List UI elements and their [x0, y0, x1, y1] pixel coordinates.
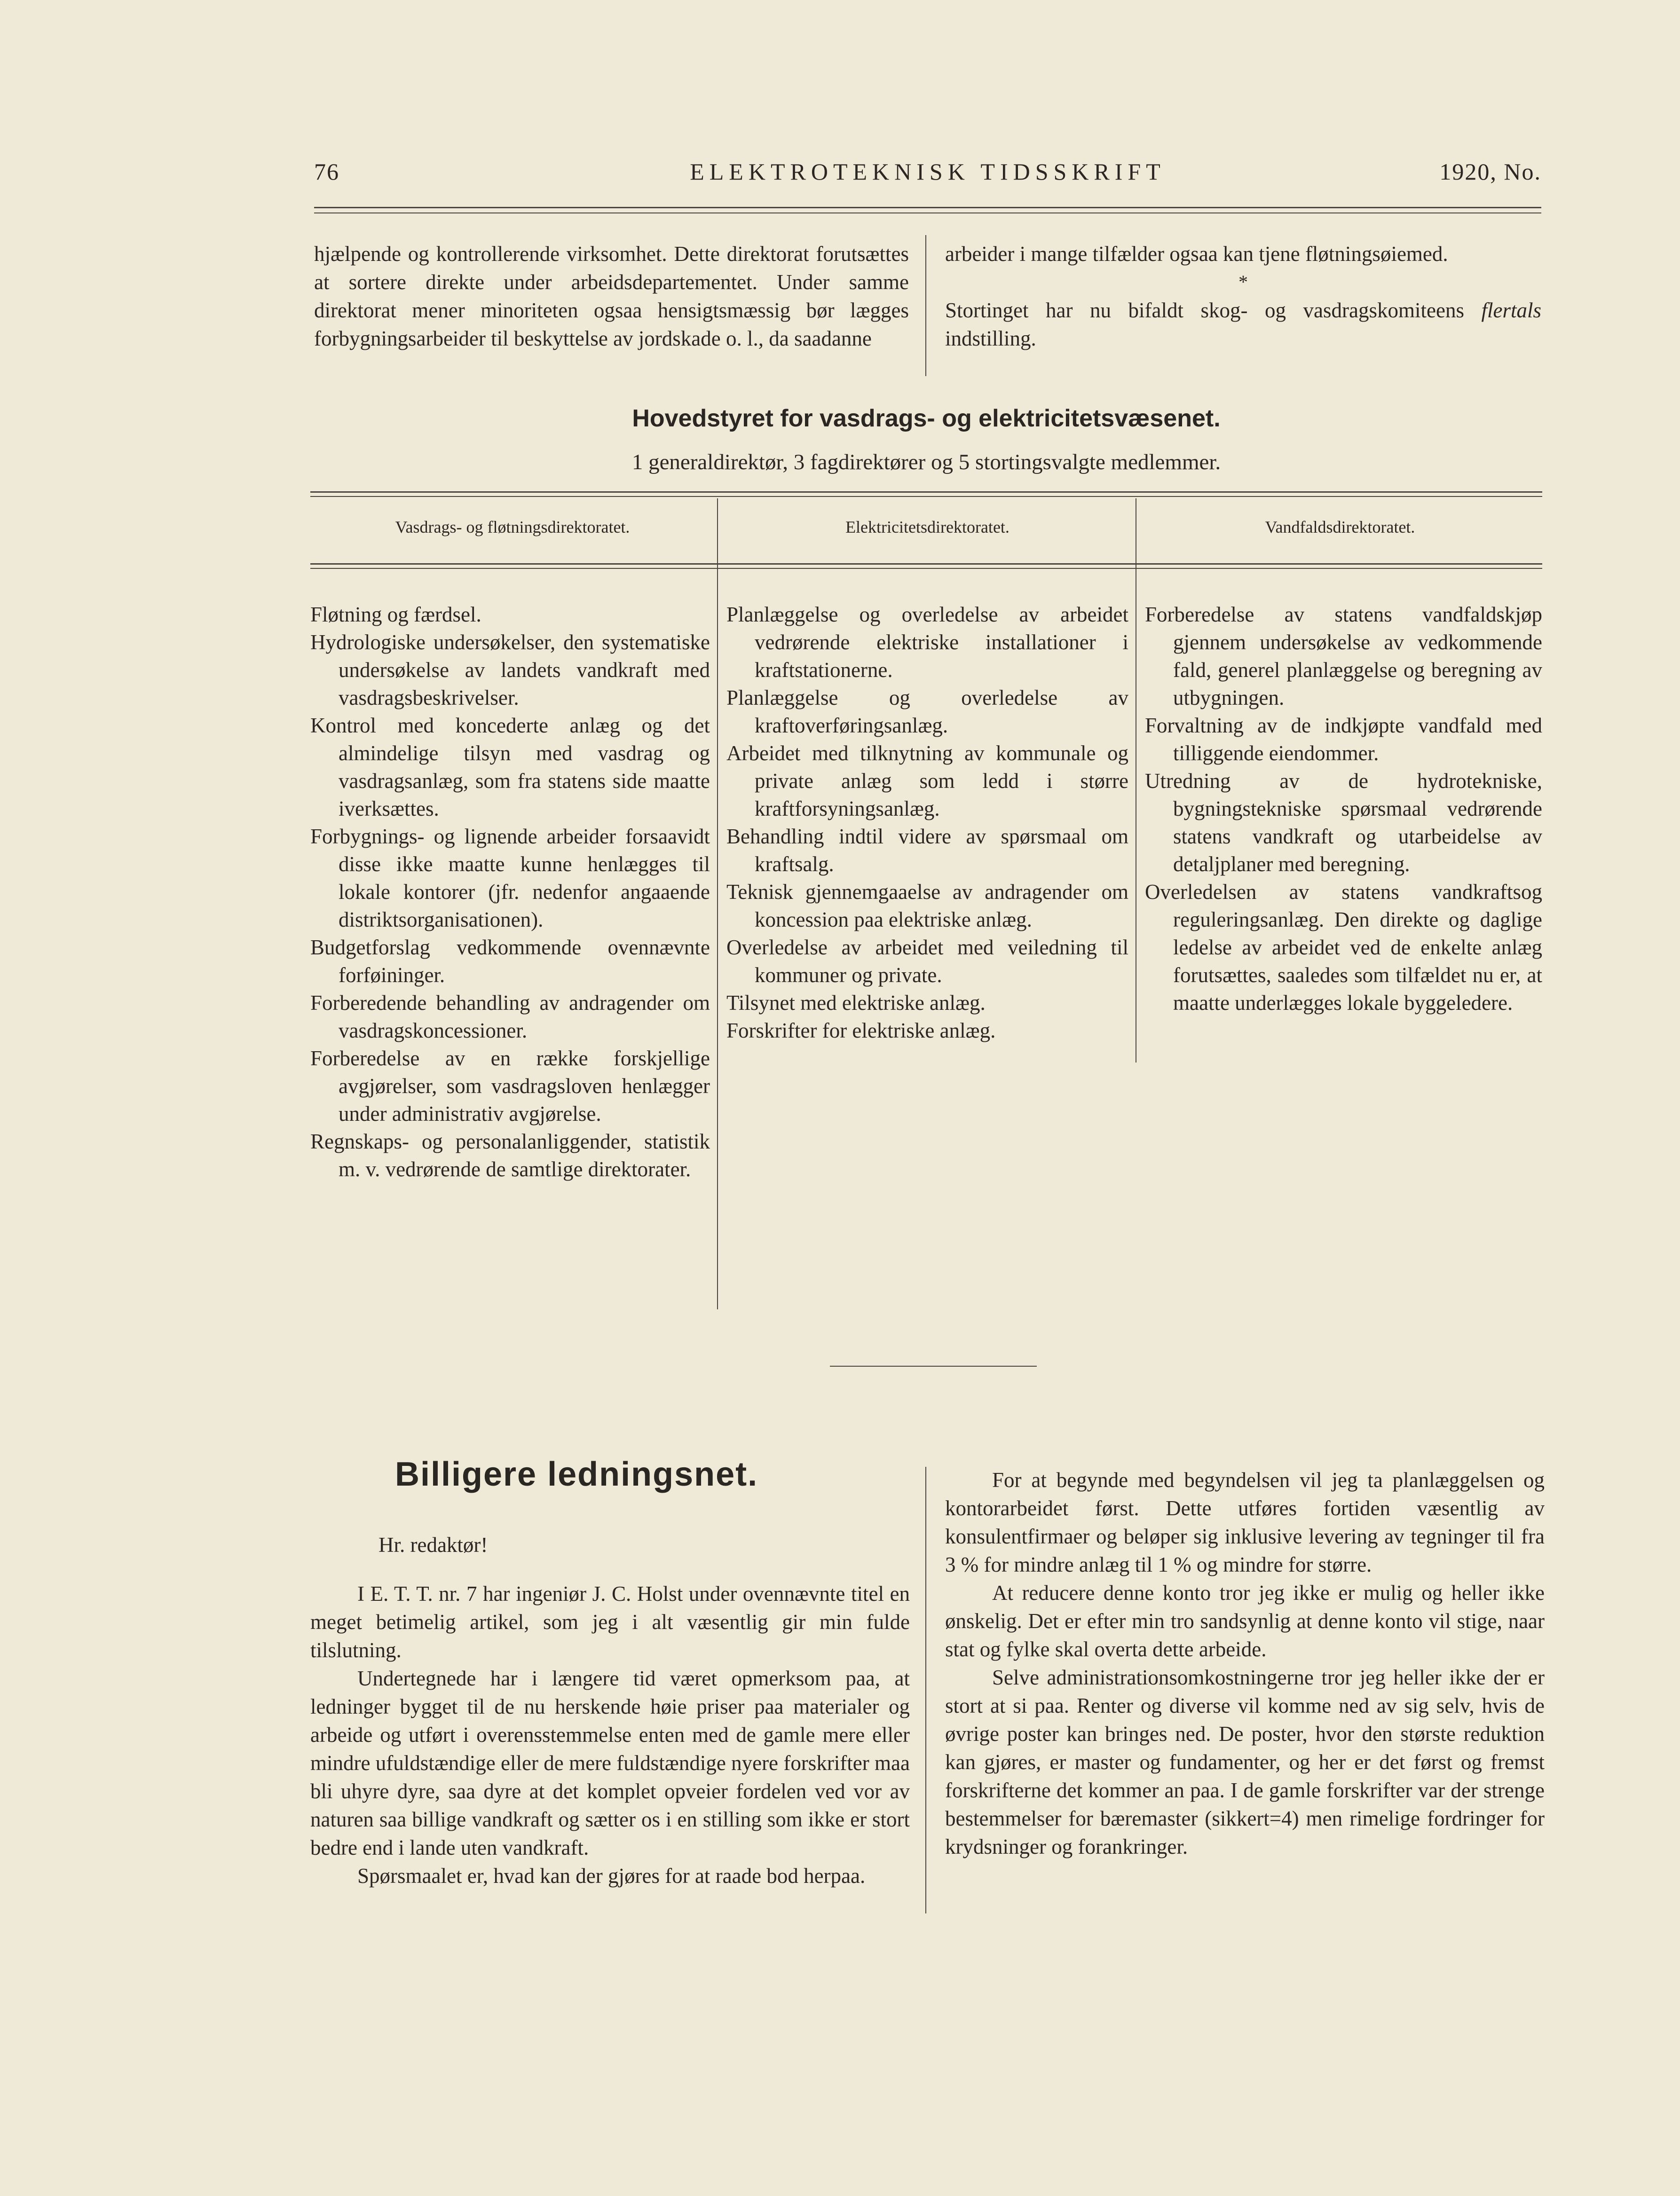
- paragraph: At reducere denne konto tror jeg ikke er mulig og heller ikke ønskelig. Det er efter min tro sandsynlig at denne konto vil stige, naar stat og fylke skal overta dette arbeide.: [945, 1581, 1545, 1661]
- paragraph: Stortinget har nu bifaldt skog- og vasdragskomiteens flertals indstilling.: [945, 299, 1542, 350]
- paragraph: I E. T. T. nr. 7 har ingeniør J. C. Holst under ovennævnte titel en meget betimelig artikel, som jeg i alt væsentlig gir min fulde tilslutning.: [310, 1582, 910, 1662]
- top-left-column: [314, 240, 909, 353]
- paragraph: Spørsmaalet er, hvad kan der gjøres for at raade bod herpaa.: [357, 1864, 866, 1888]
- paragraph: Undertegnede har i længere tid været opmerksom paa, at ledninger bygget til de nu herskende høie priser paa materialer og arbeide og utført i overensstemmelse enten med de gamle mere eller mindre ufuldstændige eller de mere fuldstændige nyere forskrifter maa bli uhyre dyre, saa dyre at det komplet opveier fordelen ved vor av naturen saa billige vandkraft og sætter os i en stilling som ikke er stort bedre end i lande uten vandkraft.: [310, 1667, 910, 1859]
- list-item: Budgetforslag vedkommende ovennævnte forføininger.: [310, 936, 710, 987]
- section-separator: [830, 1366, 1037, 1367]
- list-item: Forskrifter for elektriske anlæg.: [726, 1019, 996, 1042]
- journal-title: ELEKTROTEKNISK TIDSSKRIFT: [690, 158, 1166, 185]
- column-heading-elektricitet: Elektricitetsdirektoratet.: [845, 518, 1010, 536]
- table-heading-rule: [310, 563, 1542, 565]
- list-item: Forvaltning av de indkjøpte vandfald med tilliggende eiendommer.: [1145, 714, 1542, 765]
- table-divider-1: [717, 498, 718, 1309]
- column-divider: [925, 235, 926, 376]
- asterisk-separator: *: [1238, 271, 1248, 292]
- top-right-column: [945, 240, 1541, 353]
- list-item: Arbeidet med tilknytning av kommunale og private anlæg som ledd i større kraftforsyningsanlæg.: [726, 741, 1128, 820]
- salutation: Hr. redaktør!: [379, 1533, 488, 1557]
- list-item: Kontrol med koncederte anlæg og det almindelige tilsyn med vasdrag og vasdragsanlæg, som fra statens side maatte iverksættes.: [310, 714, 710, 820]
- list-item: Hydrologiske undersøkelser, den systematiske undersøkelse av landets vandkraft med vasdragsbeskrivelser.: [310, 630, 710, 709]
- column-divider: [925, 1467, 926, 1913]
- list-item: Planlæggelse og overledelse av kraftoverføringsanlæg.: [726, 686, 1128, 737]
- list-item: Forberedelse av statens vandfaldskjøp gjennem undersøkelse av vedkommende fald, generel planlæggelse og beregning av utbygningen.: [1145, 603, 1542, 709]
- board-subtitle: 1 generaldirektør, 3 fagdirektører og 5 stortingsvalgte medlemmer.: [631, 450, 1221, 474]
- article-title: Billigere ledningsnet.: [395, 1456, 758, 1493]
- column-heading-vandfald: Vandfaldsdirektoratet.: [1265, 518, 1415, 536]
- article-left-column: [310, 1580, 910, 1890]
- list-vandfald: [1145, 601, 1542, 1017]
- list-item: Planlæggelse og overledelse av arbeidet vedrørende elektriske installationer i kraftstationerne.: [726, 603, 1128, 682]
- article-right-column: [945, 1466, 1545, 1861]
- list-item: Teknisk gjennemgaaelse av andragender om koncession paa elektriske anlæg.: [726, 880, 1128, 931]
- table-top-rule: [310, 491, 1542, 493]
- board-title: Hovedstyret for vasdrags- og elektricitetsvæsenet.: [632, 405, 1221, 432]
- list-vasdrag: [310, 601, 710, 1183]
- list-item: Forberedende behandling av andragender om vasdragskoncessioner.: [310, 991, 710, 1042]
- running-header: [314, 158, 1541, 196]
- issue-label: 1920, No.: [1439, 158, 1541, 185]
- list-item: Forberedelse av en række forskjellige avgjørelser, som vasdragsloven henlægger under administrativ avgjørelse.: [310, 1047, 710, 1126]
- table-top-rule-2: [310, 496, 1542, 497]
- column-heading-vasdrag: Vasdrags- og fløtningsdirektoratet.: [395, 518, 630, 536]
- list-item: Utredning av de hydrotekniske, bygningstekniske spørsmaal vedrørende statens vandkraft og utarbeidelse av detaljplaner med beregning.: [1145, 769, 1542, 876]
- header-rule: [314, 207, 1541, 208]
- paragraph: Selve administrationsomkostningerne tror jeg heller ikke der er stort at si paa. Renter og diverse vil komme ned av sig selv, hvis de øvrige poster kan bringes ned. De poster, hvor den største reduktion kan gjøres, er master og fundamenter, og her er det først og fremst forskrifterne det kommer an paa. I de gamle forskrifter var der strenge bestemmelser for bæremaster (sikkert=4) men rimelige fordringer for krydsninger og forankringer.: [945, 1666, 1545, 1858]
- paragraph: arbeider i mange tilfælder ogsaa kan tjene fløtningsøiemed.: [945, 242, 1448, 266]
- paragraph: hjælpende og kontrollerende virksomhet. Dette direktorat forutsættes at sortere direkte under arbeidsdepartementet. Under samme direktorat mener minoriteten ogsaa hensigtsmæssig bør lægges forbygningsarbeider til beskyttelse av jordskade o. l., da saadanne: [314, 242, 909, 350]
- list-item: Regnskaps- og personalanliggender, statistik m. v. vedrørende de samtlige direktorater.: [310, 1130, 710, 1181]
- page-number: 76: [314, 158, 339, 185]
- table-heading-rule-2: [310, 568, 1542, 569]
- list-item: Tilsynet med elektriske anlæg.: [726, 991, 986, 1015]
- list-item: Behandling indtil videre av spørsmaal om kraftsalg.: [726, 825, 1128, 876]
- list-item: Overledelsen av statens vandkraftsog reguleringsanlæg. Den direkte og daglige ledelse av arbeidet ved de enkelte anlæg forutsættes, saaledes som tilfældet nu er, at maatte underlægges lokale byggeledere.: [1145, 880, 1542, 1015]
- list-item: Overledelse av arbeidet med veiledning til kommuner og private.: [726, 936, 1128, 987]
- list-item: Forbygnings- og lignende arbeider forsaavidt disse ikke maatte kunne henlægges til lokale kontorer (jfr. nedenfor angaaende distriktsorganisationen).: [310, 825, 710, 931]
- list-item: Fløtning og færdsel.: [310, 603, 481, 626]
- list-elektricitet: [726, 601, 1128, 1045]
- paragraph: For at begynde med begyndelsen vil jeg ta planlæggelsen og kontorarbeidet først. Dette utføres fortiden væsentlig av konsulentfirmaer og beløper sig inklusive levering av tegninger til fra 3 % for mindre anlæg til 1 % og mindre for større.: [945, 1468, 1545, 1576]
